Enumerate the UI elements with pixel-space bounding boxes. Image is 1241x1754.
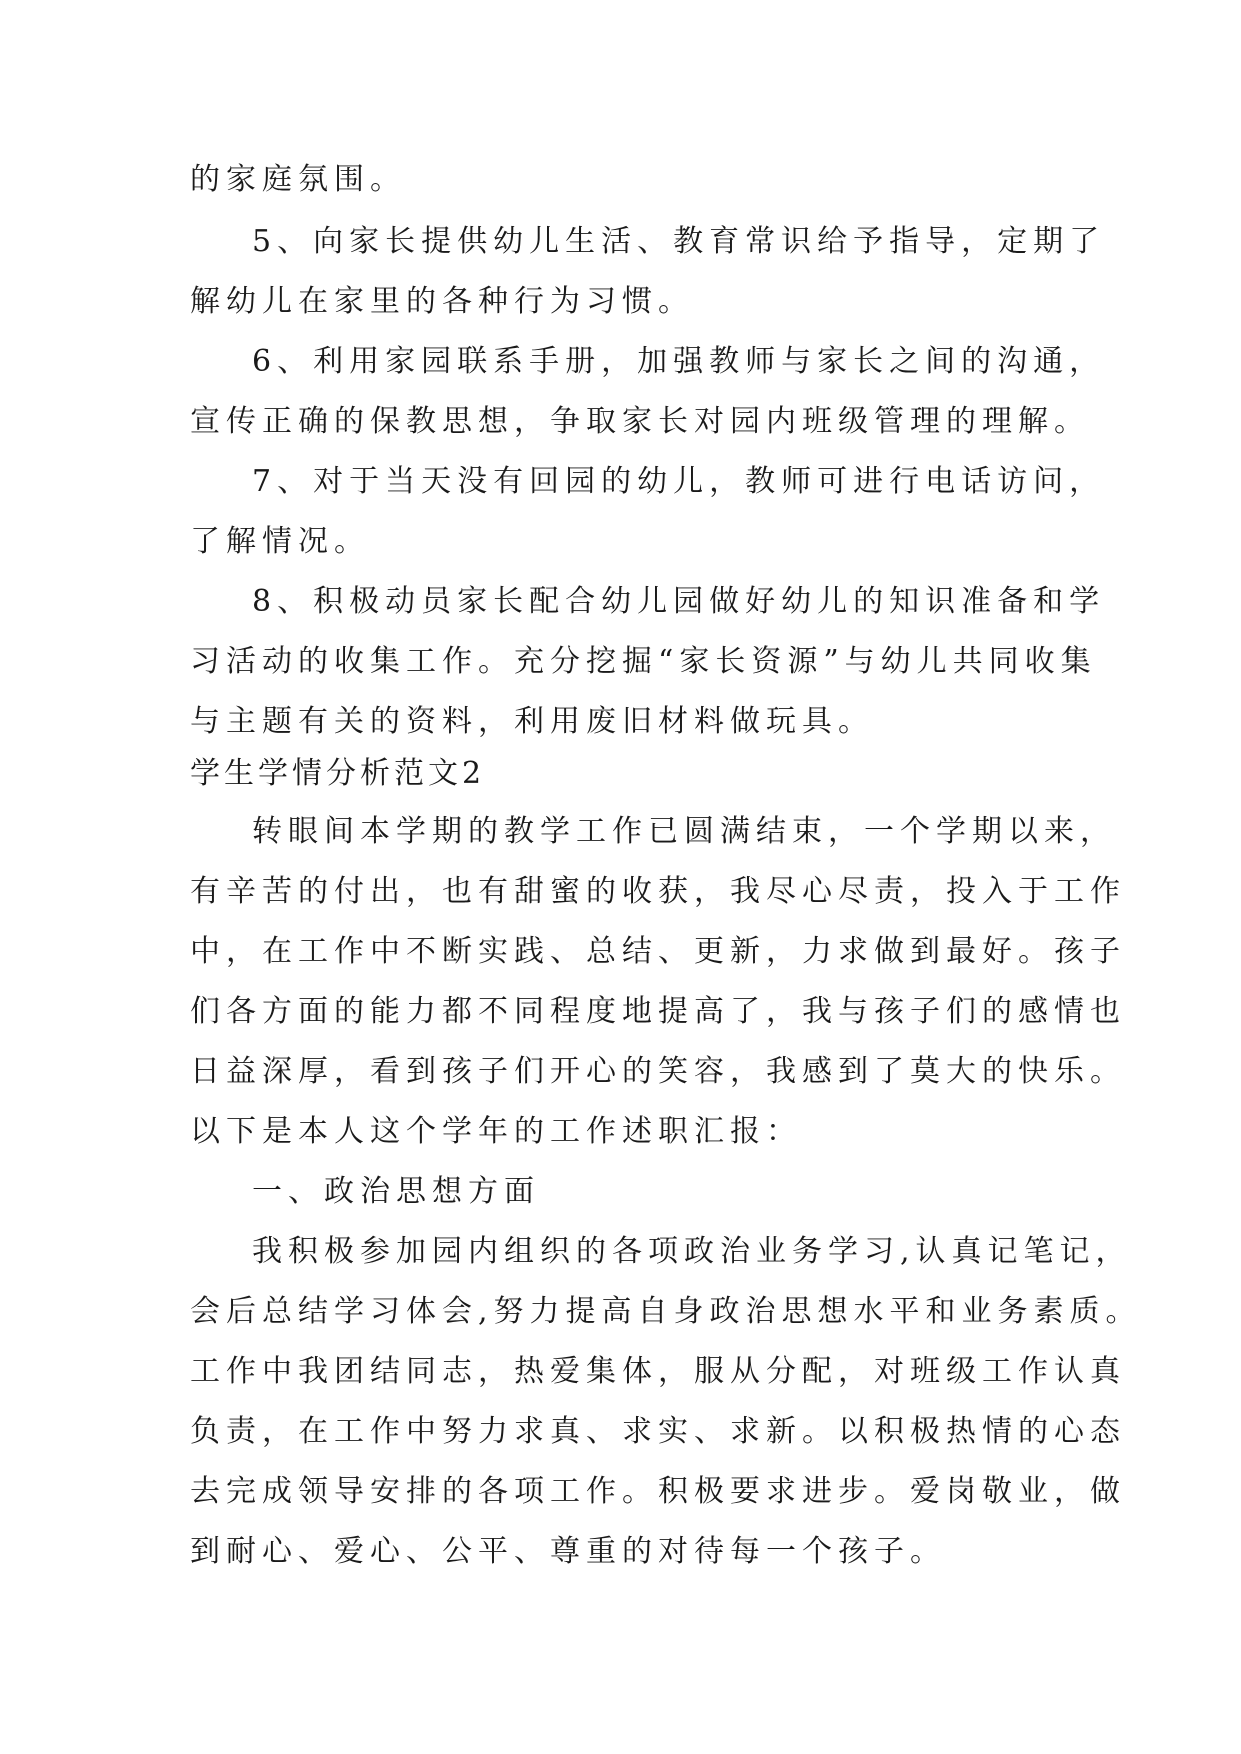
text-line: 有辛苦的付出，也有甜蜜的收获，我尽心尽责，投入于工作 [190,874,1126,909]
text-line: 转眼间本学期的教学工作已圆满结束，一个学期以来， [252,814,1116,849]
text-line: 日益深厚，看到孩子们开心的笑容，我感到了莫大的快乐。 [190,1054,1126,1089]
text-line: 解幼儿在家里的各种行为习惯。 [190,284,694,319]
text-line: 工作中我团结同志，热爱集体，服从分配，对班级工作认真 [190,1354,1126,1389]
text-line: 到耐心、爱心、公平、尊重的对待每一个孩子。 [190,1534,946,1569]
text-line: 与主题有关的资料，利用废旧材料做玩具。 [190,704,874,739]
text-line: 的家庭氛围。 [190,162,406,197]
text-line: 习活动的收集工作。充分挖掘“家长资源”与幼儿共同收集 [190,644,1097,679]
text-line: 们各方面的能力都不同程度地提高了，我与孩子们的感情也 [190,994,1126,1029]
section-heading: 学生学情分析范文2 [190,756,486,791]
text-line: 5、向家长提供幼儿生活、教育常识给予指导，定期了 [252,224,1106,259]
text-line: 7、对于当天没有回园的幼儿，教师可进行电话访问， [252,464,1106,499]
text-line: 了解情况。 [190,524,370,559]
text-line: 8、积极动员家长配合幼儿园做好幼儿的知识准备和学 [252,584,1106,619]
text-line: 6、利用家园联系手册，加强教师与家长之间的沟通， [252,344,1106,379]
text-line: 负责，在工作中努力求真、求实、求新。以积极热情的心态 [190,1414,1126,1449]
text-line: 去完成领导安排的各项工作。积极要求进步。爱岗敬业，做 [190,1474,1126,1509]
text-line: 宣传正确的保教思想，争取家长对园内班级管理的理解。 [190,404,1090,439]
text-line: 以下是本人这个学年的工作述职汇报： [190,1114,802,1149]
text-line: 我积极参加园内组织的各项政治业务学习,认真记笔记， [252,1234,1132,1269]
text-line: 会后总结学习体会,努力提高自身政治思想水平和业务素质。 [190,1294,1142,1329]
text-line: 中，在工作中不断实践、总结、更新，力求做到最好。孩子 [190,934,1126,969]
subheading: 一、政治思想方面 [252,1174,540,1209]
